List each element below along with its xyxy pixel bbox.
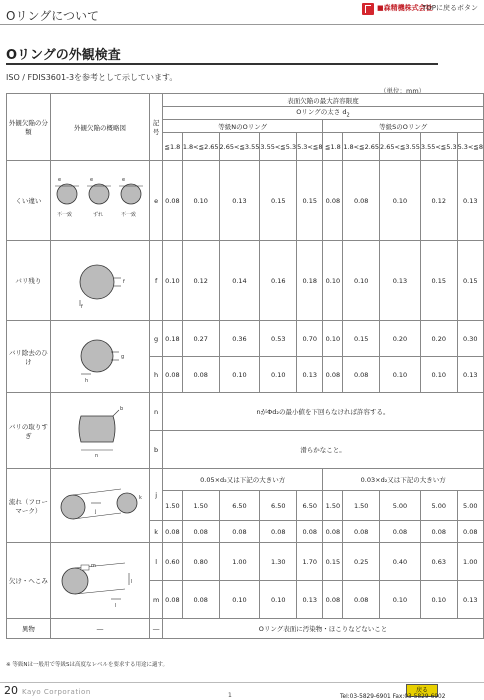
value-cell: 0.08: [343, 521, 380, 543]
pdf-page-number: 1: [228, 692, 232, 699]
svg-text:h: h: [85, 377, 89, 384]
value-cell: 0.08: [182, 521, 219, 543]
trim-sink-diagram-icon: [51, 326, 149, 386]
value-cell: 0.13: [380, 241, 421, 321]
value-cell: 0.13: [457, 357, 483, 393]
value-cell: 0.10: [219, 357, 260, 393]
diagram-mismatch: [50, 161, 149, 241]
value-cell: 0.08: [162, 161, 182, 241]
value-cell: 0.13: [297, 581, 323, 619]
value-cell: 1.30: [260, 543, 297, 581]
logo-icon: [362, 3, 374, 15]
section-title: Oリングの外観検査: [6, 48, 121, 63]
type-label: バリの取りすぎ: [7, 393, 51, 469]
value-cell: 0.63: [420, 543, 457, 581]
diagram-trim-sink: [50, 321, 149, 393]
value-cell: 0.15: [260, 161, 297, 241]
svg-text:k: k: [139, 494, 142, 501]
range-cell: 5.3<≦8: [297, 133, 323, 161]
value-cell: 0.10: [219, 581, 260, 619]
value-cell: 0.08: [323, 581, 343, 619]
value-cell: 0.15: [323, 543, 343, 581]
value-cell: 0.15: [420, 241, 457, 321]
value-cell: 0.20: [420, 321, 457, 357]
value-cell: 0.13: [219, 161, 260, 241]
value-cell: 5.00: [457, 491, 483, 521]
table-row: [7, 393, 484, 431]
header-grade-s: 等級SのOリング: [323, 120, 484, 133]
svg-text:不一致: 不一致: [121, 211, 137, 218]
type-label: 流れ（フローマーク）: [7, 469, 51, 543]
value-cell: 0.13: [457, 161, 483, 241]
value-cell: 0.30: [457, 321, 483, 357]
value-cell: 1.50: [162, 491, 182, 521]
table-row: [7, 321, 484, 357]
value-cell: 0.08: [457, 521, 483, 543]
value-cell: 0.10: [380, 581, 421, 619]
section-divider: [6, 63, 438, 65]
over-trim-diagram-icon: [51, 398, 149, 462]
table-row: [7, 469, 484, 491]
svg-text:g: g: [121, 353, 125, 360]
symbol-cell: l: [150, 543, 163, 581]
symbol-cell: b: [150, 431, 163, 469]
value-cell: 0.08: [219, 521, 260, 543]
flow-mark-diagram-icon: [51, 473, 149, 537]
symbol-cell: ―: [150, 619, 163, 639]
value-cell: 0.08: [380, 521, 421, 543]
range-cell: 2.65<≦3.55: [380, 133, 421, 161]
value-cell: 5.00: [380, 491, 421, 521]
header-max: 表面欠陥の最大許容限度: [162, 94, 483, 107]
top-link[interactable]: TOPに戻るボタン: [422, 4, 479, 12]
value-cell: 0.18: [297, 241, 323, 321]
value-cell: 1.00: [219, 543, 260, 581]
range-cell: ≦1.8: [162, 133, 182, 161]
value-cell: 0.08: [343, 581, 380, 619]
symbol-cell: j: [150, 469, 163, 521]
value-cell: 0.10: [343, 241, 380, 321]
value-cell: 1.70: [297, 543, 323, 581]
diagram-flash: [50, 241, 149, 321]
value-cell: 1.50: [182, 491, 219, 521]
value-cell: 0.40: [380, 543, 421, 581]
criteria-text: 滑らかなこと。: [162, 431, 483, 469]
value-cell: 0.60: [162, 543, 182, 581]
value-cell: 0.70: [297, 321, 323, 357]
diagram-chip-dent: [50, 543, 149, 619]
svg-text:ずれ: ずれ: [93, 211, 104, 218]
value-cell: 0.16: [260, 241, 297, 321]
svg-text:j: j: [95, 508, 97, 515]
range-cell: 1.8<≦2.65: [182, 133, 219, 161]
header-diagram: 外観欠陥の概略図: [50, 94, 149, 161]
value-cell: 0.10: [420, 581, 457, 619]
symbol-cell: m: [150, 581, 163, 619]
intro-text: ISO / FDIS3601-3を参考として示しています。: [6, 73, 178, 82]
svg-text:l: l: [131, 578, 133, 585]
range-cell: ≦1.8: [323, 133, 343, 161]
value-cell: 0.13: [297, 357, 323, 393]
value-cell: 0.08: [162, 521, 182, 543]
table-row: [7, 543, 484, 581]
diagram-none: ―: [50, 619, 149, 639]
svg-text:e: e: [122, 176, 126, 183]
header-grade-n: 等級NのOリング: [162, 120, 323, 133]
value-cell: 0.10: [380, 161, 421, 241]
value-cell: 0.10: [260, 581, 297, 619]
value-cell: 0.12: [420, 161, 457, 241]
value-cell: 0.08: [297, 521, 323, 543]
value-cell: 0.08: [182, 357, 219, 393]
value-cell: 0.27: [182, 321, 219, 357]
diagram-flow-mark: [50, 469, 149, 543]
header-thickness: Oリングの太さ $d_2$: [162, 107, 483, 120]
value-cell: 0.10: [182, 161, 219, 241]
symbol-cell: h: [150, 357, 163, 393]
value-cell: 0.08: [420, 521, 457, 543]
footer-divider: [0, 682, 484, 683]
mismatch-diagram-icon: [51, 172, 149, 228]
table-row: [7, 619, 484, 639]
criteria-text: nがΦd₂の最小値を下回らなければ許容する。: [162, 393, 483, 431]
svg-text:b: b: [120, 405, 124, 412]
value-cell: 0.08: [162, 581, 182, 619]
svg-text:不一致: 不一致: [57, 211, 73, 218]
range-cell: 3.55<≦5.3: [260, 133, 297, 161]
criteria-text: 0.05×d₂又は下記の大きい方: [162, 469, 323, 491]
header-title: Oリングについて: [6, 9, 99, 23]
value-cell: 0.08: [162, 357, 182, 393]
value-cell: 0.36: [219, 321, 260, 357]
value-cell: 0.08: [323, 161, 343, 241]
svg-text:m: m: [91, 562, 96, 569]
svg-text:f: f: [123, 278, 125, 285]
value-cell: 1.50: [343, 491, 380, 521]
range-cell: 5.3<≦8: [457, 133, 483, 161]
header-type: 外観欠陥の分類: [7, 94, 51, 161]
table-row: [7, 161, 484, 241]
value-cell: 0.08: [260, 521, 297, 543]
type-label: 欠け・へこみ: [7, 543, 51, 619]
value-cell: 0.10: [162, 241, 182, 321]
range-cell: 3.55<≦5.3: [420, 133, 457, 161]
symbol-cell: f: [150, 241, 163, 321]
symbol-cell: g: [150, 321, 163, 357]
range-cell: 1.8<≦2.65: [343, 133, 380, 161]
flash-diagram-icon: [51, 250, 149, 310]
value-cell: 0.20: [380, 321, 421, 357]
value-cell: 0.15: [457, 241, 483, 321]
value-cell: 0.10: [323, 241, 343, 321]
value-cell: 0.10: [323, 321, 343, 357]
back-button[interactable]: 戻る: [406, 684, 438, 697]
company-name: ■森精機株式会社: [377, 4, 433, 12]
type-label: バリ除去のひけ: [7, 321, 51, 393]
criteria-text: Oリング表面に汚染物・ほこりなどないこと: [162, 619, 483, 639]
range-cell: 2.65<≦3.55: [219, 133, 260, 161]
corporation-name: Kayo Corporation: [22, 688, 91, 696]
value-cell: 0.13: [457, 581, 483, 619]
svg-text:l: l: [115, 602, 117, 609]
value-cell: 0.18: [162, 321, 182, 357]
svg-text:e: e: [58, 176, 62, 183]
value-cell: 6.50: [219, 491, 260, 521]
table-row: [7, 241, 484, 321]
value-cell: 0.15: [343, 321, 380, 357]
type-label: くい違い: [7, 161, 51, 241]
criteria-text: 0.03×d₂又は下記の大きい方: [323, 469, 484, 491]
value-cell: 1.00: [457, 543, 483, 581]
value-cell: 1.50: [323, 491, 343, 521]
svg-text:n: n: [95, 452, 99, 459]
value-cell: 6.50: [260, 491, 297, 521]
svg-text:f: f: [81, 303, 83, 310]
unit-label: （単位：mm）: [380, 87, 426, 95]
footnote: ※ 等級Nは一般用で等級Sは高度なレベルを要求する用途に適す。: [6, 662, 169, 668]
value-cell: 0.08: [182, 581, 219, 619]
type-label: 異物: [7, 619, 51, 639]
value-cell: 5.00: [420, 491, 457, 521]
header-divider: [0, 24, 484, 25]
symbol-cell: e: [150, 161, 163, 241]
value-cell: 0.10: [380, 357, 421, 393]
value-cell: 0.12: [182, 241, 219, 321]
contact-info: Tel:03-5829-6901 Fax:03-5829-6902: [340, 694, 446, 700]
value-cell: 0.08: [343, 161, 380, 241]
type-label: バリ残り: [7, 241, 51, 321]
inspection-table: [6, 93, 484, 639]
chip-dent-diagram-icon: [51, 545, 149, 615]
symbol-cell: n: [150, 393, 163, 431]
value-cell: 0.08: [323, 357, 343, 393]
symbol-cell: k: [150, 521, 163, 543]
svg-text:e: e: [90, 176, 94, 183]
header-symbol: 記号: [150, 94, 163, 161]
diagram-over-trim: [50, 393, 149, 469]
value-cell: 0.15: [297, 161, 323, 241]
value-cell: 0.25: [343, 543, 380, 581]
value-cell: 0.08: [323, 521, 343, 543]
value-cell: 0.08: [343, 357, 380, 393]
value-cell: 6.50: [297, 491, 323, 521]
page-number: 20: [4, 684, 18, 697]
value-cell: 0.10: [420, 357, 457, 393]
value-cell: 0.14: [219, 241, 260, 321]
company-logo[interactable]: [362, 3, 480, 17]
value-cell: 0.10: [260, 357, 297, 393]
value-cell: 0.53: [260, 321, 297, 357]
value-cell: 0.80: [182, 543, 219, 581]
